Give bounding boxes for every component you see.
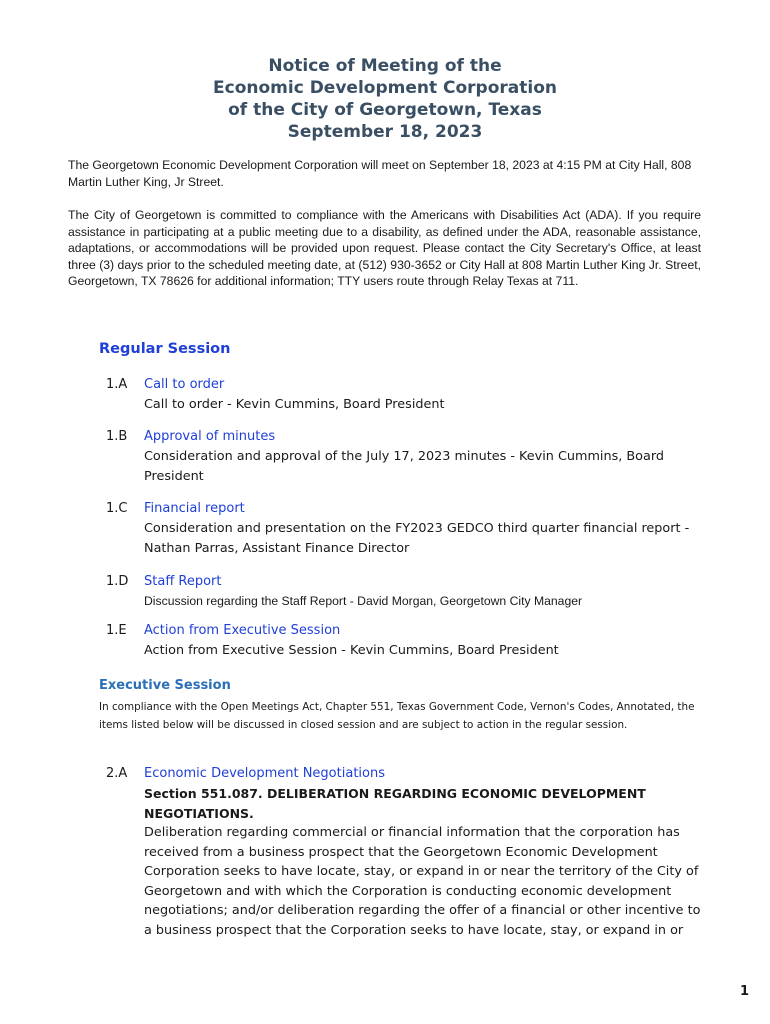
regular-session-heading: Regular Session (99, 341, 231, 357)
item-title-link[interactable]: Action from Executive Session (144, 623, 341, 638)
item-title-link[interactable]: Financial report (144, 501, 245, 516)
item-description: Deliberation regarding commercial or financial information that the corporation has received from a business prospect that the Georgetown Economic Development Corporation seeks to have locate, stay, or expand in or near the territory of the City of Georgetown and with which the Corporation is conducting economic development negotiations; and/or deliberation regarding the offer of a financial or other incentive to a business prospect that the Corporation seeks to have locate, stay, or expand in or (144, 825, 701, 938)
item-number: 1.D (106, 574, 129, 589)
title-line: September 18, 2023 (287, 122, 483, 142)
item-description: Discussion regarding the Staff Report - David Morgan, Georgetown City Manager (144, 594, 583, 608)
executive-session-heading: Executive Session (99, 678, 231, 693)
item-title-link[interactable]: Call to order (144, 377, 225, 392)
item-description-block (144, 784, 704, 940)
title-line: Notice of Meeting of the (268, 56, 502, 76)
document-title (0, 55, 770, 143)
executive-session-intro: In compliance with the Open Meetings Act, Chapter 551, Texas Government Code, Vernon's Codes, Annotated, the items listed below will be discussed in closed session and are subject to action in the regular session. (99, 701, 695, 731)
item-title-link[interactable]: Economic Development Negotiations (144, 766, 385, 781)
page-number: 1 (740, 984, 750, 999)
item-description: Consideration and presentation on the FY2023 GEDCO third quarter financial report - Nathan Parras, Assistant Finance Director (144, 521, 690, 556)
item-title-link[interactable]: Approval of minutes (144, 429, 276, 444)
item-description: Consideration and approval of the July 17, 2023 minutes - Kevin Cummins, Board President (144, 449, 665, 484)
title-line: of the City of Georgetown, Texas (228, 100, 542, 120)
section-title: Section 551.087. DELIBERATION REGARDING ECONOMIC DEVELOPMENT NEGOTIATIONS. (144, 786, 646, 821)
title-line: Economic Development Corporation (213, 78, 557, 98)
meeting-notice-paragraph: The Georgetown Economic Development Corporation will meet on September 18, 2023 at 4:15 PM at City Hall, 808 Martin Luther King, Jr Street. (68, 158, 692, 189)
item-number: 1.B (106, 429, 128, 444)
item-number: 2.A (106, 766, 128, 781)
item-description: Call to order - Kevin Cummins, Board President (144, 397, 445, 412)
item-description: Action from Executive Session - Kevin Cummins, Board President (144, 643, 559, 658)
item-number: 1.C (106, 501, 128, 516)
item-title-link[interactable]: Staff Report (144, 574, 222, 589)
ada-paragraph: The City of Georgetown is committed to compliance with the Americans with Disabilities Act (ADA). If you require assistance in participating at a public meeting due to a disability, as defined under the ADA, reasonable assistance, adaptations, or accommodations will be provided upon request. Please contact the City Secretary's Office, at least three (3) days prior to the scheduled meeting date, at (512) 930-3652 or City Hall at 808 Martin Luther King Jr. Street, Georgetown, TX 78626 for additional information; TTY users route through Relay Texas at 711. (68, 208, 701, 288)
item-number: 1.E (106, 623, 127, 638)
item-number: 1.A (106, 377, 128, 392)
